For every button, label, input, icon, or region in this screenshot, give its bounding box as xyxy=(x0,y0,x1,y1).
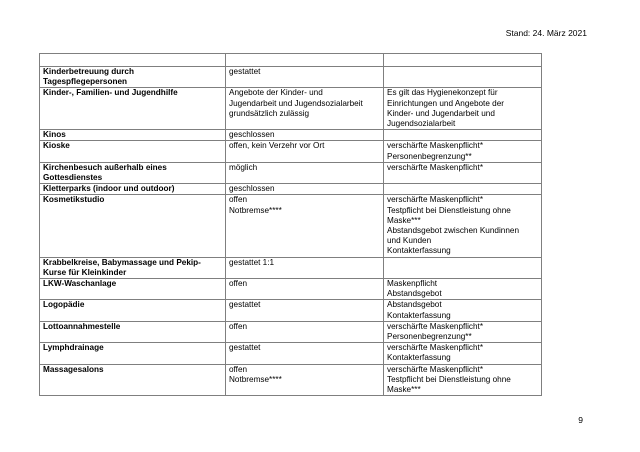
conditions-cell xyxy=(384,184,542,195)
table-row xyxy=(40,67,542,88)
status-cell xyxy=(226,54,384,67)
conditions-cell: Es gilt das Hygienekonzept für Einrichtungen und Angebote der Kinder- und Jugendarbeit und Jugendsozialarbeit xyxy=(384,88,542,130)
page-number: 9 xyxy=(578,415,583,425)
table-row xyxy=(40,54,542,67)
table-row xyxy=(40,130,542,141)
status-cell: offen, kein Verzehr vor Ort xyxy=(226,141,384,162)
document-date: Stand: 24. März 2021 xyxy=(505,28,587,38)
conditions-cell: verschärfte Maskenpflicht* Personenbegrenzung** xyxy=(384,321,542,342)
conditions-cell xyxy=(384,257,542,278)
activity-cell: Lymphdrainage xyxy=(40,343,226,364)
activity-cell: Logopädie xyxy=(40,300,226,321)
activity-cell: Krabbelkreise, Babymassage und Pekip- Kurse für Kleinkinder xyxy=(40,257,226,278)
conditions-cell: Abstandsgebot Kontakterfassung xyxy=(384,300,542,321)
activity-cell: Kioske xyxy=(40,141,226,162)
status-cell: Angebote der Kinder- und Jugendarbeit und Jugendsozialarbeit grundsätzlich zulässig xyxy=(226,88,384,130)
table-row xyxy=(40,300,542,321)
status-cell: gestattet 1:1 xyxy=(226,257,384,278)
rules-table xyxy=(39,53,542,396)
status-cell: gestattet xyxy=(226,67,384,88)
activity-cell: Kletterparks (indoor und outdoor) xyxy=(40,184,226,195)
status-cell: möglich xyxy=(226,162,384,183)
table-row xyxy=(40,279,542,300)
status-cell: offen xyxy=(226,321,384,342)
table-row xyxy=(40,257,542,278)
table-row xyxy=(40,195,542,257)
conditions-cell: Maskenpflicht Abstandsgebot xyxy=(384,279,542,300)
table-row xyxy=(40,162,542,183)
activity-cell: Kinos xyxy=(40,130,226,141)
table-row xyxy=(40,88,542,130)
activity-cell: Massagesalons xyxy=(40,364,226,396)
activity-cell: LKW-Waschanlage xyxy=(40,279,226,300)
status-cell: gestattet xyxy=(226,300,384,321)
status-cell: offen Notbremse**** xyxy=(226,195,384,257)
table-row xyxy=(40,364,542,396)
status-cell: geschlossen xyxy=(226,130,384,141)
activity-cell: Kirchenbesuch außerhalb eines Gottesdienstes xyxy=(40,162,226,183)
conditions-cell: verschärfte Maskenpflicht* Testpflicht bei Dienstleistung ohne Maske*** xyxy=(384,364,542,396)
status-cell: offen Notbremse**** xyxy=(226,364,384,396)
activity-cell: Lottoannahmestelle xyxy=(40,321,226,342)
table-row xyxy=(40,141,542,162)
conditions-cell xyxy=(384,67,542,88)
conditions-cell: verschärfte Maskenpflicht* Testpflicht bei Dienstleistung ohne Maske*** Abstandsgebot zwischen Kundinnen und Kunden Kontakterfassung xyxy=(384,195,542,257)
table-row xyxy=(40,184,542,195)
activity-cell: Kinderbetreuung durch Tagespflegepersonen xyxy=(40,67,226,88)
table-row xyxy=(40,343,542,364)
conditions-cell: verschärfte Maskenpflicht* Personenbegrenzung** xyxy=(384,141,542,162)
conditions-cell: verschärfte Maskenpflicht* xyxy=(384,162,542,183)
status-cell: geschlossen xyxy=(226,184,384,195)
activity-cell: Kosmetikstudio xyxy=(40,195,226,257)
activity-cell: Kinder-, Familien- und Jugendhilfe xyxy=(40,88,226,130)
conditions-cell: verschärfte Maskenpflicht* Kontakterfassung xyxy=(384,343,542,364)
status-cell: offen xyxy=(226,279,384,300)
conditions-cell xyxy=(384,130,542,141)
activity-cell xyxy=(40,54,226,67)
status-cell: gestattet xyxy=(226,343,384,364)
table-row xyxy=(40,321,542,342)
conditions-cell xyxy=(384,54,542,67)
